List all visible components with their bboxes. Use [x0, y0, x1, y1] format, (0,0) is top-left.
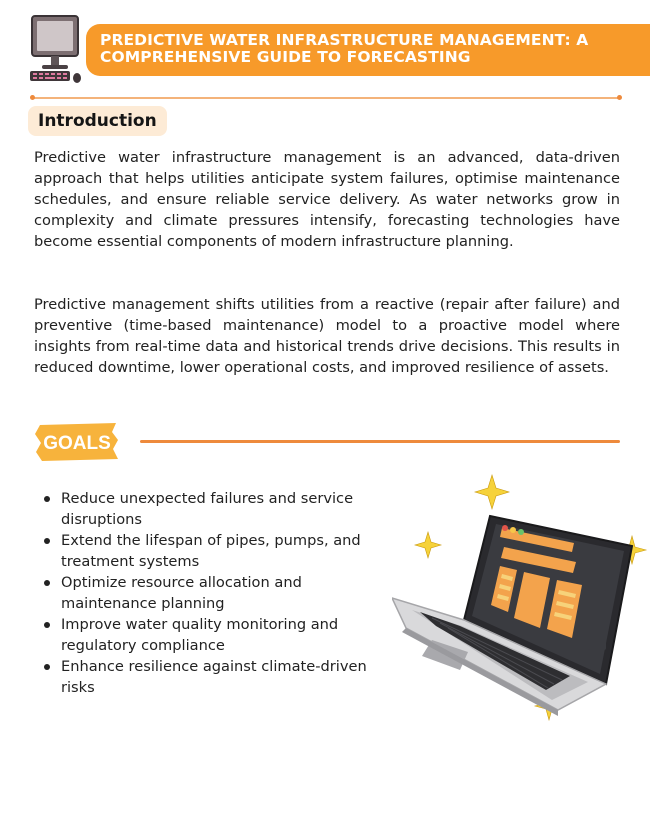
title-line-1: PREDICTIVE WATER INFRASTRUCTURE MANAGEMENT: A	[100, 31, 589, 49]
list-item: Extend the lifespan of pipes, pumps, and treatment systems	[42, 530, 402, 572]
desktop-computer-icon	[26, 14, 84, 86]
header-divider	[32, 97, 620, 99]
title-line-2: COMPREHENSIVE GUIDE TO FORECASTING	[100, 48, 471, 66]
list-item: Optimize resource allocation and maintenance planning	[42, 572, 402, 614]
laptop-dashboard-illustration	[392, 470, 650, 732]
introduction-heading: Introduction	[28, 106, 167, 136]
title-banner	[86, 24, 650, 76]
page-title	[100, 32, 636, 66]
list-item: Improve water quality monitoring and regulatory compliance	[42, 614, 402, 656]
list-item: Enhance resilience against climate-driven risks	[42, 656, 402, 698]
intro-paragraph-2: Predictive management shifts utilities from a reactive (repair after failure) and preventive (time-based maintenance) model to a proactive model where insights from real-time data and historical trends drive decisions. This results in reduced downtime, lower operational costs, and improved resilience of assets.	[34, 296, 620, 376]
intro-paragraph-1: Predictive water infrastructure management is an advanced, data-driven approach that helps utilities anticipate system failures, optimise maintenance schedules, and ensure reliable service delivery. As water networks grow in complexity and climate pressures intensify, forecasting technologies have become essential components of modern infrastructure planning.	[34, 149, 620, 250]
goals-badge	[34, 422, 120, 462]
goals-list	[42, 488, 402, 698]
goals-divider	[140, 440, 620, 443]
list-item: Reduce unexpected failures and service disruptions	[42, 488, 402, 530]
goals-badge-label: GOALS	[43, 433, 111, 454]
